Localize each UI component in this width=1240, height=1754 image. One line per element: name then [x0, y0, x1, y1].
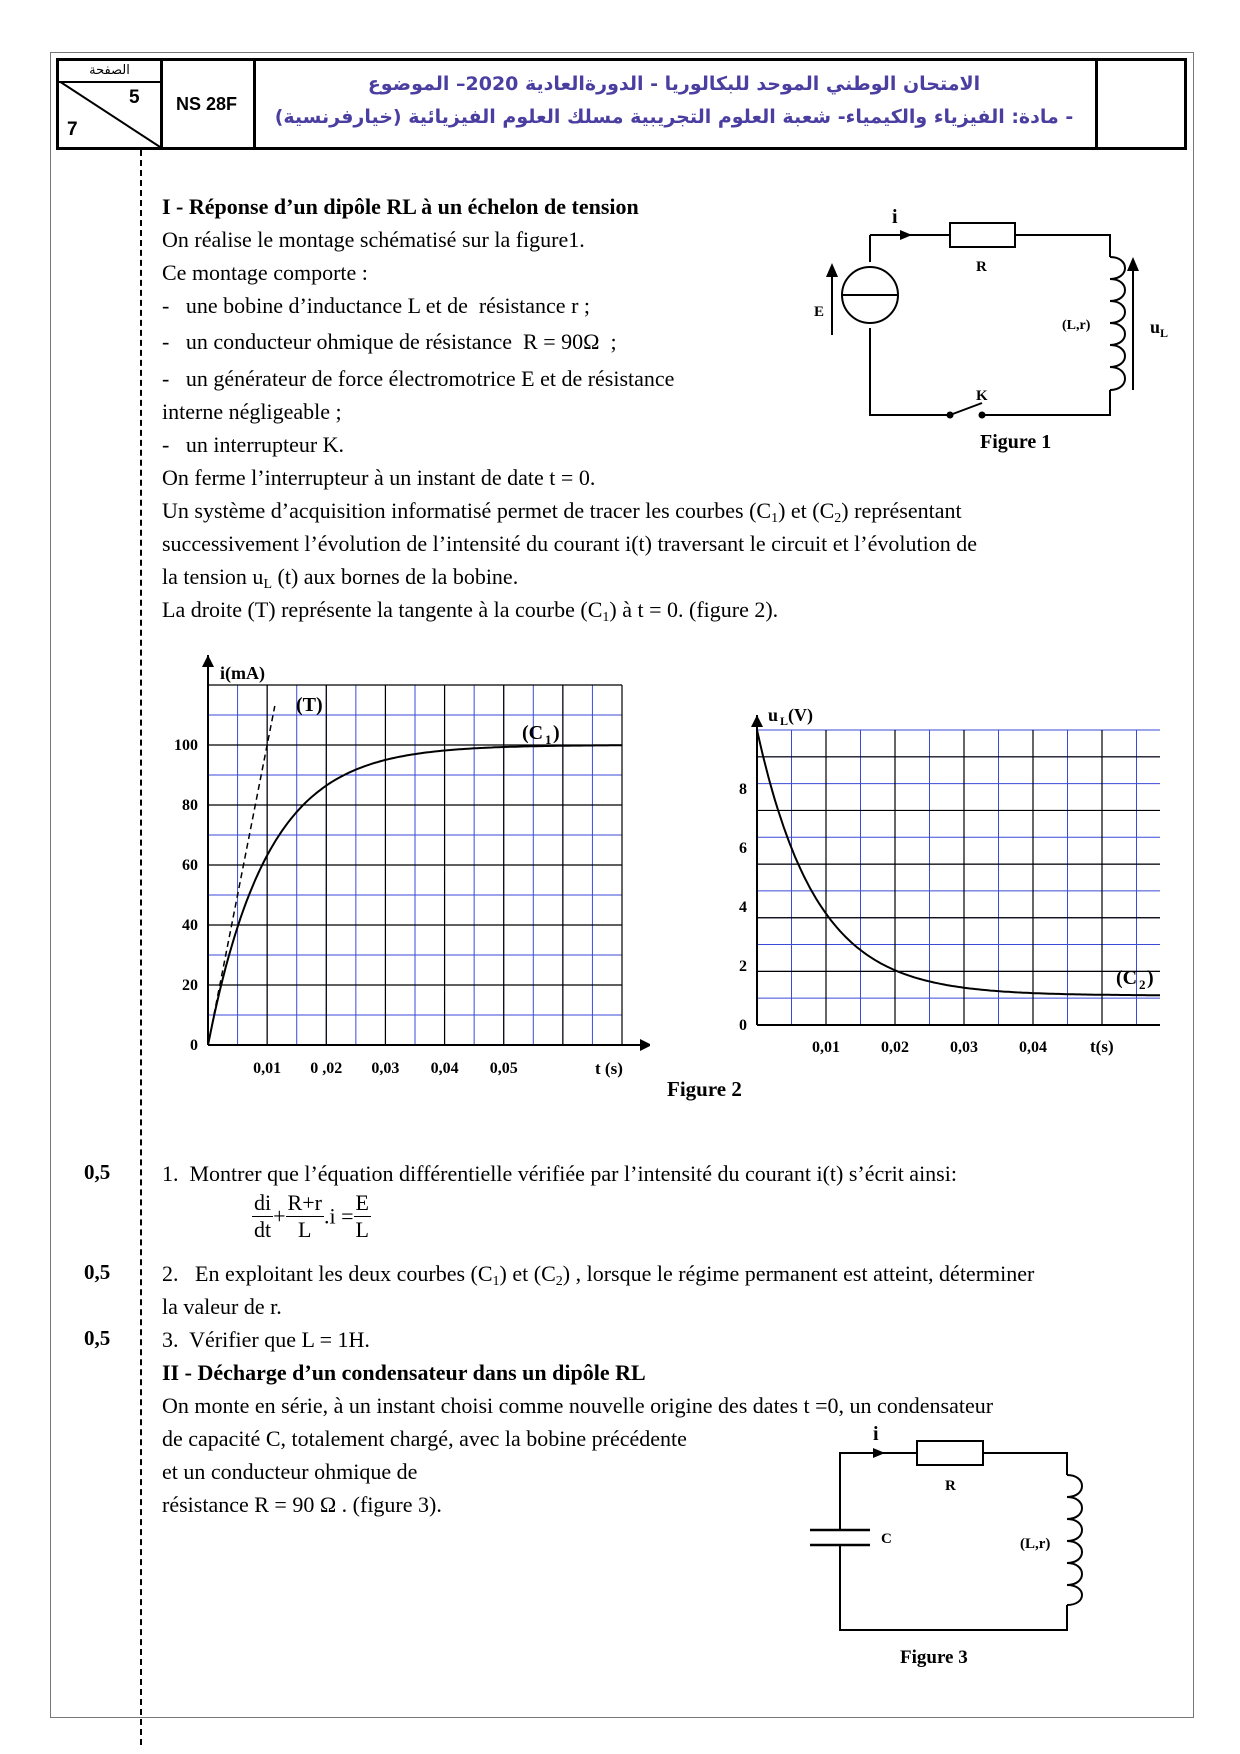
y-axis-label: u	[768, 705, 779, 725]
section2-line: résistance R = 90 Ω . (figure 3).	[162, 1492, 442, 1517]
q3-text: 3. Vérifier que L = 1H.	[162, 1327, 370, 1352]
fig1-label-i: i	[892, 206, 898, 228]
curve-c2-label: (C	[1116, 967, 1138, 989]
section1-line: - un générateur de force électromotrice E et de résistance	[162, 366, 675, 391]
curve-c2-label-end: )	[1147, 967, 1154, 989]
curve-c2-label-sub: 2	[1139, 977, 1146, 992]
section1-line: On réalise le montage schématisé sur la figure1.	[162, 227, 585, 252]
x-tick-label: 0,05	[489, 1060, 518, 1077]
fig1-label-R: R	[976, 259, 987, 275]
header-title-box	[253, 61, 1098, 147]
figure2-caption: Figure 2	[667, 1077, 742, 1101]
header-title-line2: - مادة: الفيزياء والكيمياء- شعبة العلوم التجريبية مسلك العلوم الفيزيائية (خيارفرنسية)	[274, 106, 1074, 128]
fig1-label-E: E	[814, 304, 825, 320]
fig1-label-Lr: (L,r)	[1062, 318, 1091, 333]
tangent-label: (T)	[296, 694, 323, 716]
section1-line: On ferme l’interrupteur à un instant de date t = 0.	[162, 465, 596, 490]
section2-line: On monte en série, à un instant choisi comme nouvelle origine des dates t =0, un condensateur	[162, 1393, 994, 1418]
x-tick-label: 0,03	[371, 1060, 400, 1077]
q1-mark: 0,5	[84, 1160, 111, 1184]
figure1-caption: Figure 1	[980, 431, 1052, 453]
y-axis-label-sub: L	[780, 714, 789, 728]
y-tick-label: 80	[182, 797, 198, 814]
curve-c1-label-sub: 1	[545, 732, 552, 747]
header-title-line1: الامتحان الوطني الموحد للبكالوريا - الدورةالعادية 2020– الموضوع	[367, 73, 981, 95]
y-tick-label: 40	[182, 917, 198, 934]
y-tick-label: 20	[182, 977, 198, 994]
y-tick-label: 4	[739, 899, 747, 916]
exam-header	[56, 58, 1187, 150]
figure3-caption: Figure 3	[900, 1647, 968, 1668]
fig1-label-K: K	[976, 388, 988, 404]
section1-line: - un interrupteur K.	[162, 432, 345, 457]
y-axis-arrow	[202, 655, 214, 667]
exam-code: NS 28F	[160, 61, 256, 147]
section1-line: Ce montage comporte :	[162, 260, 368, 285]
x-tick-label: 0,02	[881, 1039, 909, 1056]
fig3-label-Lr: (L,r)	[1020, 1536, 1051, 1552]
y-axis-arrow	[751, 715, 763, 727]
q2-mark: 0,5	[84, 1260, 111, 1284]
section2-title: II - Décharge d’un condensateur dans un dipôle RL	[162, 1360, 646, 1385]
section1-title: I - Réponse d’un dipôle RL à un échelon de tension	[162, 194, 639, 219]
chart-voltage-uL	[700, 695, 1160, 1065]
q3-mark: 0,5	[84, 1326, 111, 1350]
y-tick-label: 6	[739, 840, 747, 857]
x-axis-arrow	[640, 1039, 650, 1051]
page-label: الصفحة	[59, 61, 160, 83]
x-tick-label: 0 ,02	[310, 1060, 343, 1077]
page-total: 7	[67, 119, 78, 140]
section1-paragraph: successivement l’évolution de l’intensité du courant i(t) traversant le circuit et l’évolution de	[162, 531, 977, 556]
q1-text: 1. Montrer que l’équation différentielle vérifiée par l’intensité du courant i(t) s’écrit ainsi:	[162, 1161, 957, 1186]
x-axis-label: t (s)	[595, 1059, 623, 1078]
section1-line: interne négligeable ;	[162, 399, 342, 424]
section2-line: de capacité C, totalement chargé, avec la bobine précédente	[162, 1426, 687, 1451]
section2-line: et un conducteur ohmique de	[162, 1459, 418, 1484]
section1-paragraph: La droite (T) représente la tangente à la courbe $(C_1)$ à t = 0. (figure 2).	[162, 597, 779, 625]
margin-dashed-line	[140, 150, 142, 1745]
x-tick-label: 0,04	[430, 1060, 459, 1077]
x-axis-label: t(s)	[1090, 1037, 1114, 1056]
y-tick-label: 8	[739, 781, 747, 798]
y-tick-label: 2	[739, 958, 747, 975]
figure3-circuit	[805, 1420, 1105, 1670]
page-number-box	[59, 61, 163, 147]
x-tick-label: 0,03	[950, 1039, 978, 1056]
section1-line: - un conducteur ohmique de résistance R = 90Ω ;	[162, 329, 617, 354]
differential-equation: $\frac{di}{dt}$ + $\frac{R+r}{L}$ .i = $\frac{E}{L}$	[254, 1190, 369, 1242]
curve-c2	[757, 730, 1160, 995]
chart-current-i	[160, 655, 650, 1085]
y-tick-label: 0	[739, 1017, 747, 1034]
curve-c1-label-end: )	[553, 722, 560, 744]
y-tick-label: 60	[182, 857, 198, 874]
y-tick-label: 0	[190, 1037, 198, 1054]
section1-paragraph: la tension $u_L$ (t) aux bornes de la bobine.	[162, 564, 519, 592]
x-tick-label: 0,01	[253, 1060, 282, 1077]
y-tick-label: 100	[174, 737, 198, 754]
tangent-line	[208, 706, 275, 1045]
q2-text-line2: la valeur de r.	[162, 1294, 282, 1319]
curve-c1-label: (C	[522, 722, 544, 744]
section1-line: - une bobine d’inductance L et de résistance r ;	[162, 293, 591, 318]
y-axis-label: i(mA)	[220, 663, 265, 683]
figure1-circuit	[810, 205, 1180, 465]
fig3-label-R: R	[945, 1478, 956, 1494]
q2-text: 2. En exploitant les deux courbes $(C_1)$ et $(C_2)$ , lorsque le régime permanent est atteint, déterminer	[162, 1261, 1035, 1289]
fig1-label-uL: $u_L$	[1150, 317, 1169, 340]
section1-paragraph: Un système d’acquisition informatisé permet de tracer les courbes $(C_1)$ et $(C_2)$ représentant	[162, 498, 962, 526]
y-axis-label-unit: (V)	[788, 705, 813, 725]
x-tick-label: 0,04	[1019, 1039, 1047, 1056]
fig3-label-i: i	[873, 1423, 879, 1445]
page-current: 5	[129, 87, 140, 108]
x-tick-label: 0,01	[812, 1039, 840, 1056]
fig3-label-C: C	[881, 1531, 892, 1547]
